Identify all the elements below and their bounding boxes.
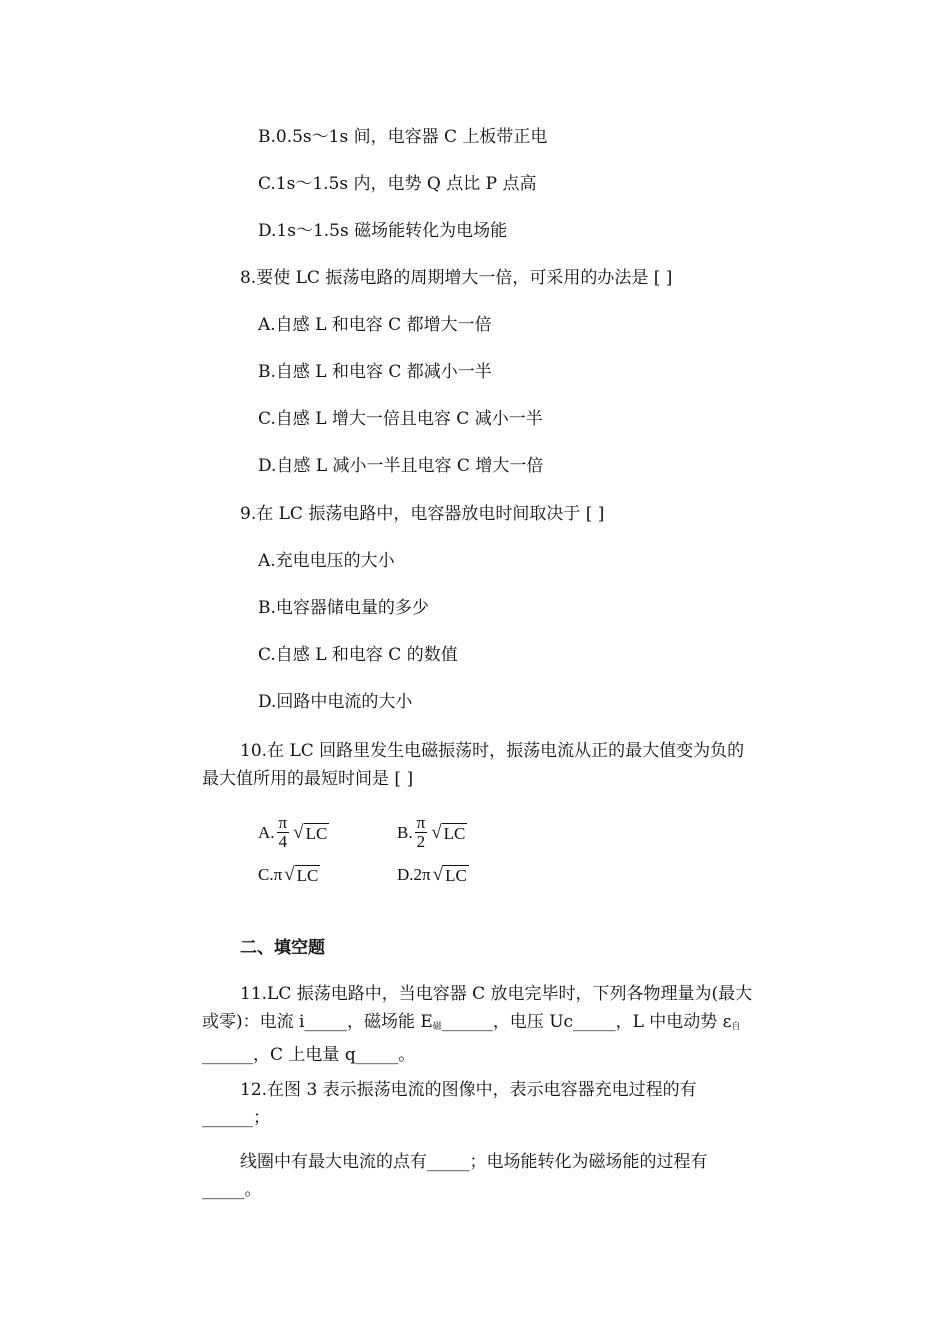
q10-option-c: [258, 864, 320, 886]
fraction-denominator: 4: [278, 832, 288, 851]
radicand: LC: [445, 866, 467, 885]
section-heading: 二、填空题: [240, 938, 325, 958]
sqrt-icon: √ LC: [284, 864, 319, 885]
radicand: LC: [443, 823, 466, 843]
q11-paragraph: [202, 980, 754, 1069]
q9-option-a: A.充电电压的大小: [258, 551, 395, 571]
q10-option-d: [397, 864, 469, 886]
q10-stem: 10.在 LC 回路里发生电磁振荡时，振荡电流从正的最大值变为负的最大值所用的最短时间是 [ ]: [202, 741, 745, 789]
q8-option-a: A.自感 L 和电容 C 都增大一倍: [258, 315, 492, 335]
q11-subscript-1: 磁: [432, 1022, 442, 1032]
q11-subscript-2: 自: [731, 1022, 741, 1032]
radicand: LC: [305, 823, 328, 843]
q11-text-2: ______，电压 Uc_____，L 中电动势 ε: [441, 1012, 732, 1032]
fraction-numerator: π: [416, 813, 426, 832]
q10-option-d-label: D.2π: [397, 865, 431, 884]
fraction-numerator: π: [278, 813, 288, 832]
radicand: LC: [296, 866, 319, 885]
sqrt-icon: √ LC: [432, 864, 467, 885]
q10-option-b: [397, 814, 467, 851]
q10-option-c-label: C.π: [258, 865, 283, 884]
sqrt-icon: √ LC: [293, 821, 328, 843]
q12-paragraph-2: 线圈中有最大电流的点有_____；电场能转化为磁场能的过程有_____。: [202, 1152, 708, 1200]
q7-option-c: C.1s～1.5s 内，电势 Q 点比 P 点高: [258, 174, 537, 194]
q7-option-b: B.0.5s～1s 间，电容器 C 上板带正电: [258, 127, 548, 147]
q8-option-d: D.自感 L 减小一半且电容 C 增大一倍: [258, 456, 544, 476]
q10-option-a-label: A.: [258, 822, 275, 842]
q10-option-b-label: B.: [397, 822, 413, 842]
q9-option-b: B.电容器储电量的多少: [258, 598, 429, 618]
q10-option-a: [258, 814, 329, 851]
q7-option-d: D.1s～1.5s 磁场能转化为电场能: [258, 221, 508, 241]
q9-option-d: D.回路中电流的大小: [258, 692, 413, 712]
q8-stem: 8.要使 LC 振荡电路的周期增大一倍，可采用的办法是 [ ]: [240, 268, 673, 288]
q8-option-b: B.自感 L 和电容 C 都减小一半: [258, 362, 492, 382]
q11-text-3: ______，C 上电量 q_____。: [202, 1045, 416, 1065]
q10-option-b-fraction: [415, 814, 428, 851]
sqrt-icon: √ LC: [431, 821, 466, 843]
q9-option-c: C.自感 L 和电容 C 的数值: [258, 645, 458, 665]
q8-option-c: C.自感 L 增大一倍且电容 C 减小一半: [258, 409, 543, 429]
fraction-denominator: 2: [416, 832, 426, 851]
q11-text-1: 11.LC 振荡电路中，当电容器 C 放电完毕时，下列各物理量为(最大或零)：电流 i_____，磁场能 E: [202, 984, 753, 1032]
q10-option-a-fraction: [277, 814, 290, 851]
q9-stem: 9.在 LC 振荡电路中，电容器放电时间取决于 [ ]: [240, 504, 605, 524]
q12-paragraph-1: 12.在图 3 表示振荡电流的图像中，表示电容器充电过程的有______；: [202, 1080, 697, 1128]
